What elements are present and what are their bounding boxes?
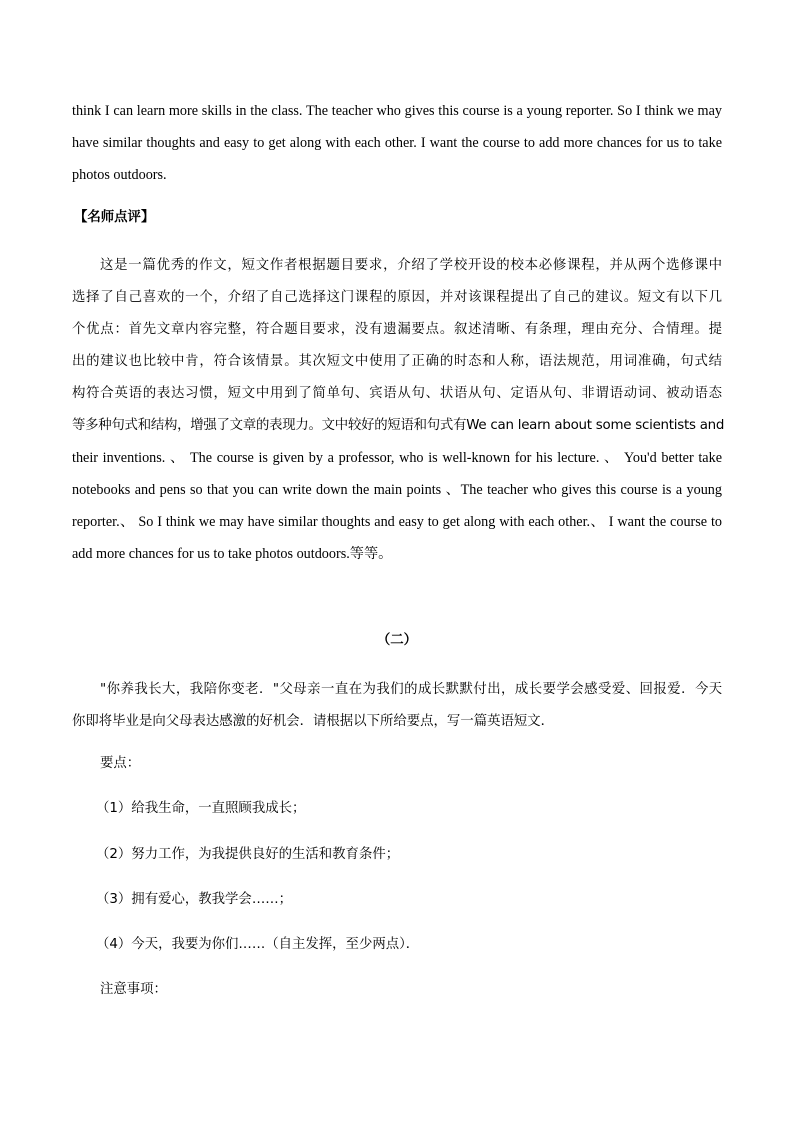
review-line-1: 这是一篇优秀的作文，短文作者根据题目要求，介绍了学校开设的校本必修课程，并从两个选修课中 (100, 258, 722, 273)
intro-line-2: 你即将毕业是向父母表达感激的好机会．请根据以下所给要点，写一篇英语短文． (72, 714, 555, 729)
review-line-3: 个优点：首先文章内容完整，符合题目要求，没有遗漏要点。叙述清晰、有条理，理由充分、合情理。提 (72, 322, 722, 337)
point-item-1: （1）给我生命，一直照顾我成长； (96, 801, 306, 816)
point-item-3: （3）拥有爱心，教我学会……； (96, 892, 292, 907)
review-line-6: 等多种句式和结构，增强了文章的表现力。文中较好的短语和句式有We can learn about some scientists and (72, 418, 725, 433)
review-line-5: 构符合英语的表达习惯，短文中用到了简单句、宾语从句、状语从句、定语从句、非谓语动词、被动语态 (72, 386, 722, 401)
review-line-2: 选择了自己喜欢的一个，介绍了自己选择这门课程的原因，并对该课程提出了自己的建议。短文有以下几 (72, 290, 722, 305)
review-heading: 【名师点评】 (74, 210, 155, 225)
review-line-7: their inventions. 、 The course is given by a professor, who is well-known for his lecture. 、 You'd better take (72, 450, 722, 466)
section-title: （二） (376, 633, 418, 648)
notes-label: 注意事项： (100, 982, 167, 997)
review-line-9: reporter.、 So I think we may have similar thoughts and easy to get along with each other.、 I want the course to (72, 514, 722, 530)
points-label: 要点： (100, 756, 141, 771)
english-excerpt-line-2: have similar thoughts and easy to get along with each other. I want the course to add more chances for us to take (72, 135, 722, 151)
review-line-8: notebooks and pens so that you can write down the main points 、The teacher who gives this course is a young (72, 482, 722, 498)
review-line-10: add more chances for us to take photos outdoors.等等。 (72, 546, 393, 562)
point-item-4: （4）今天，我要为你们……（自主发挥，至少两点）． (96, 937, 420, 952)
intro-line-1: "你养我长大，我陪你变老．"父母亲一直在为我们的成长默默付出，成长要学会感受爱、回报爱．今天 (100, 682, 722, 697)
point-item-2: （2）努力工作，为我提供良好的生活和教育条件； (96, 847, 400, 862)
review-line-4: 出的建议也比较中肯，符合该情景。其次短文中使用了正确的时态和人称，语法规范，用词准确，句式结 (72, 354, 722, 369)
english-excerpt-line-3: photos outdoors. (72, 167, 167, 183)
english-excerpt-line-1: think I can learn more skills in the class. The teacher who gives this course is a young reporter. So I think we may (72, 103, 722, 119)
